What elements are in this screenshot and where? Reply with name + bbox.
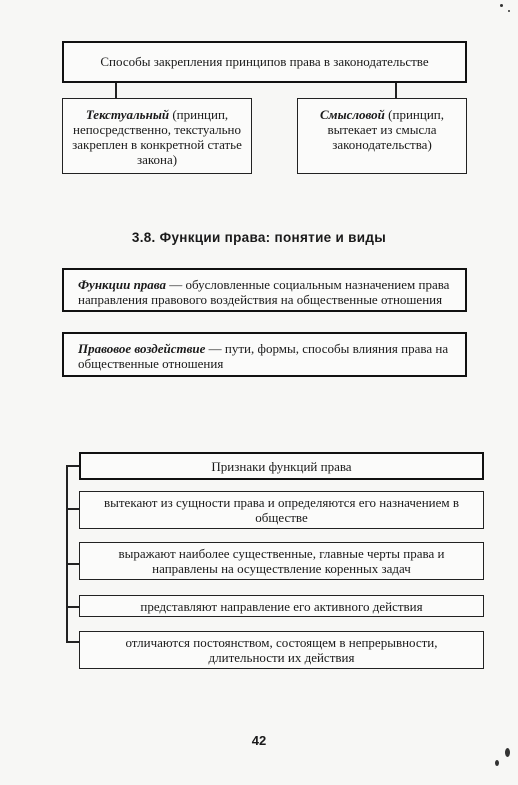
definition-impact-text: — пути, формы, способы влияния права на общественные отношения: [78, 341, 449, 371]
sign-item: [79, 491, 484, 529]
definition-functions-term: Функции права: [78, 277, 167, 292]
signs-vertical-line: [66, 465, 68, 642]
sign-item: [79, 631, 484, 669]
scan-speck: [500, 4, 503, 7]
page-number: 42: [251, 733, 267, 748]
sign-item-text: вытекают из сущности права и определяются его назначением в обществе: [104, 495, 459, 525]
connector-left-vertical: [115, 83, 117, 98]
signs-title-box: [79, 452, 484, 480]
definition-functions-box: [62, 268, 467, 312]
section-heading: 3.8. Функции права: понятие и виды: [131, 230, 387, 245]
textual-description: (принцип, непосредственно, текстуально закреплен в конкретной статье закона): [72, 107, 242, 167]
signs-branch-1: [66, 508, 79, 510]
semantic-term: Смысловой: [320, 107, 385, 122]
textual-principle-box: [62, 98, 252, 174]
principles-title-box: [62, 41, 467, 83]
scan-speck: [495, 760, 499, 766]
signs-branch-2: [66, 563, 79, 565]
signs-title: Признаки функций права: [211, 459, 352, 474]
definition-impact-box: [62, 332, 467, 377]
textual-term: Текстуальный: [85, 107, 170, 122]
sign-item-text: отличаются постоянством, состоящем в непрерывности, длительности их действия: [125, 635, 438, 665]
signs-branch-3: [66, 606, 79, 608]
definition-functions-text: — обусловленные социальным назначением права направления правового воздействия на общественные отношения: [78, 277, 450, 307]
signs-branch-4: [66, 641, 79, 643]
sign-item-text: представляют направление его активного действия: [140, 599, 423, 614]
sign-item-text: выражают наиболее существенные, главные черты права и направлены на осуществление коренных задач: [118, 546, 445, 576]
scan-speck: [508, 10, 510, 12]
signs-branch-0: [66, 465, 79, 467]
semantic-principle-box: [297, 98, 467, 174]
semantic-description: (принцип, вытекает из смысла законодательства): [327, 107, 444, 152]
scan-speck: [505, 748, 510, 757]
principles-title: Способы закрепления принципов права в законодательстве: [100, 54, 429, 69]
connector-right-vertical: [395, 83, 397, 98]
definition-impact-term: Правовое воздействие: [78, 341, 206, 356]
sign-item: [79, 542, 484, 580]
sign-item: [79, 595, 484, 617]
